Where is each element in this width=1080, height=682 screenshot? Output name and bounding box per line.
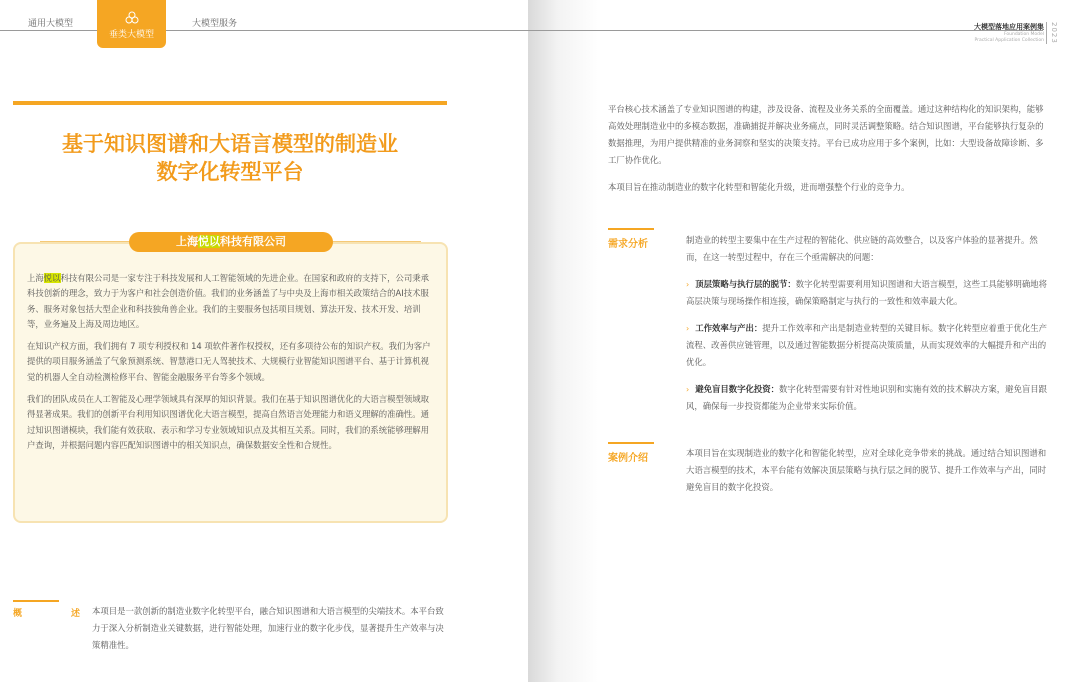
flower-icon xyxy=(125,11,139,25)
collection-subtitle-2: Practical Application Collection xyxy=(974,38,1044,43)
intro-paragraph-1: 平台核心技术涵盖了专业知识图谱的构建，涉及设备、流程及业务关系的全面覆盖。通过这种结构化的知识架构，能够高效处理制造业中的多模态数据，准确捕捉并解决业务痛点，同时灵活调整策略。结合知识图谱，平台能够执行复杂的数据推理，为用户提供精准的业务洞察和坚实的决策支持。平台已成功应用于多个案例，比如：大型设备故障诊断、多工厂协作优化。 xyxy=(608,104,1044,165)
pill-line-right xyxy=(333,241,421,242)
bullet-icon: › xyxy=(686,324,690,333)
company-name-suffix: 科技有限公司 xyxy=(220,235,286,248)
collection-subtitle-1: Foundation Model xyxy=(1003,32,1044,37)
needs-item-2-title: 工作效率与产出： xyxy=(695,323,763,333)
case-intro-text: 本项目旨在实现制造业的数字化和智能化转型，应对全球化竞争带来的挑战。通过结合知识图谱和大语言模型的技术，本平台能有效解决顶层策略与执行层之间的脱节、提升工作效率与产出，同时避免盲目的数字化投资。 xyxy=(686,448,1047,492)
needs-item-2 xyxy=(686,320,1048,371)
para1-prefix: 上海 xyxy=(27,273,44,283)
needs-item-3-text: 数字化转型需要有针对性地识别和实施有效的技术解决方案，避免盲目跟风，确保每一步投资都能为企业带来实际价值。 xyxy=(686,384,1047,411)
needs-item-2-text: 提升工作效率和产出是制造业转型的关键目标。数字化转型应着重于优化生产流程、改善供应链管理，以及通过智能数据分析提高决策质量，从而实现效率的大幅提升和产出的优化。 xyxy=(686,323,1047,367)
nav-divider xyxy=(0,30,528,31)
company-description xyxy=(27,271,435,460)
needs-item-1 xyxy=(686,276,1048,310)
needs-item-1-text: 数字化转型需要利用知识图谱和大语言模型，这些工具能够明确地将高层决策与现场操作相连接，确保策略制定与执行的一致性和效率最大化。 xyxy=(686,279,1047,306)
needs-accent-mark xyxy=(608,228,654,230)
bullet-icon: › xyxy=(686,385,690,394)
case-intro-label: 案例介绍 xyxy=(608,453,648,464)
needs-item-3-title: 避免盲目数字化投资： xyxy=(695,384,779,394)
overview-label: 概 述 xyxy=(13,609,101,619)
company-paragraph-1 xyxy=(27,271,435,332)
company-name-highlight: 悦以 xyxy=(198,235,220,248)
company-name-prefix: 上海 xyxy=(176,235,198,248)
title-line-1: 基于知识图谱和大语言模型的制造业 xyxy=(62,132,398,156)
company-paragraph-2: 在知识产权方面，我们拥有 7 项专利授权和 14 项软件著作权授权，还有多项待公布的知识产权。我们为客户提供的项目服务涵盖了气象预测系统、智慧港口无人驾驶技术、大规模行业智能知识图谱平台、基于计算机视觉的机器人全自动检测检修平台、智能金融服务平台等多个领域。 xyxy=(27,341,431,382)
bullet-icon: › xyxy=(686,280,690,289)
pill-line-left xyxy=(40,241,129,242)
year-label: 2023 xyxy=(1050,22,1058,44)
collection-title: 大模型落地应用案例集 xyxy=(974,23,1044,31)
page-title xyxy=(13,130,447,186)
platform-intro xyxy=(608,101,1048,206)
company-paragraph-3: 我们的团队成员在人工智能及心理学领域具有深厚的知识背景。我们在基于知识图谱优化的大语言模型领域取得显著成果。我们的创新平台利用知识图谱优化大语言模型，提高自然语言处理能力和语义理解的准确性。通过知识图谱模块，我们能有效获取、表示和学习专业领域知识点及其相互关系。同时，我们的系统能够理解用户查询，并根据问题内容匹配知识图谱中的相关知识点，确保数据安全性和合规性。 xyxy=(27,394,429,450)
para1-highlight: 悦以 xyxy=(43,273,61,283)
nav-tab-vertical-model[interactable] xyxy=(97,0,166,48)
case-accent-mark xyxy=(608,442,654,444)
collection-header xyxy=(940,22,1044,44)
overview-accent-mark xyxy=(13,600,59,602)
company-name-pill xyxy=(129,232,333,252)
needs-analysis-text xyxy=(686,232,1048,425)
title-line-2: 数字化转型平台 xyxy=(156,160,304,184)
title-accent-bar xyxy=(13,101,447,105)
overview-text: 本项目是一款创新的制造业数字化转型平台，融合知识图谱和大语言模型的尖端技术。本平台致力于深入分析制造业关键数据，进行智能处理，加速行业的数字化步伐，显著提升生产效率与决策精准性。 xyxy=(92,606,444,650)
para1-rest: 科技有限公司是一家专注于科技发展和人工智能领域的先进企业。在国家和政府的支持下，公司秉承科技创新的理念，致力于为客户和社会创造价值。我们的业务涵盖了与中央及上海市相关政策结合的AI技术服务、服务对象包括大型企业和科技独角兽企业。我们的主要服务包括项目规划、算法开发、技术开发、培训等，业务遍及上海及周边地区。 xyxy=(27,273,429,329)
year-divider xyxy=(1046,22,1047,44)
nav-item-model-service[interactable]: 大模型服务 xyxy=(192,19,238,29)
needs-intro: 制造业的转型主要集中在生产过程的智能化、供应链的高效整合，以及客户体验的显著提升。然而，在这一转型过程中，存在三个亟需解决的问题： xyxy=(686,235,1038,262)
needs-item-1-title: 顶层策略与执行层的脱节： xyxy=(695,279,796,289)
nav-item-general-model[interactable]: 通用大模型 xyxy=(28,19,74,29)
needs-analysis-label: 需求分析 xyxy=(608,239,648,250)
intro-paragraph-2: 本项目旨在推动制造业的数字化转型和智能化升级，进而增强整个行业的竞争力。 xyxy=(608,182,910,192)
nav-tab-label: 垂类大模型 xyxy=(108,30,154,40)
needs-item-3 xyxy=(686,381,1048,415)
